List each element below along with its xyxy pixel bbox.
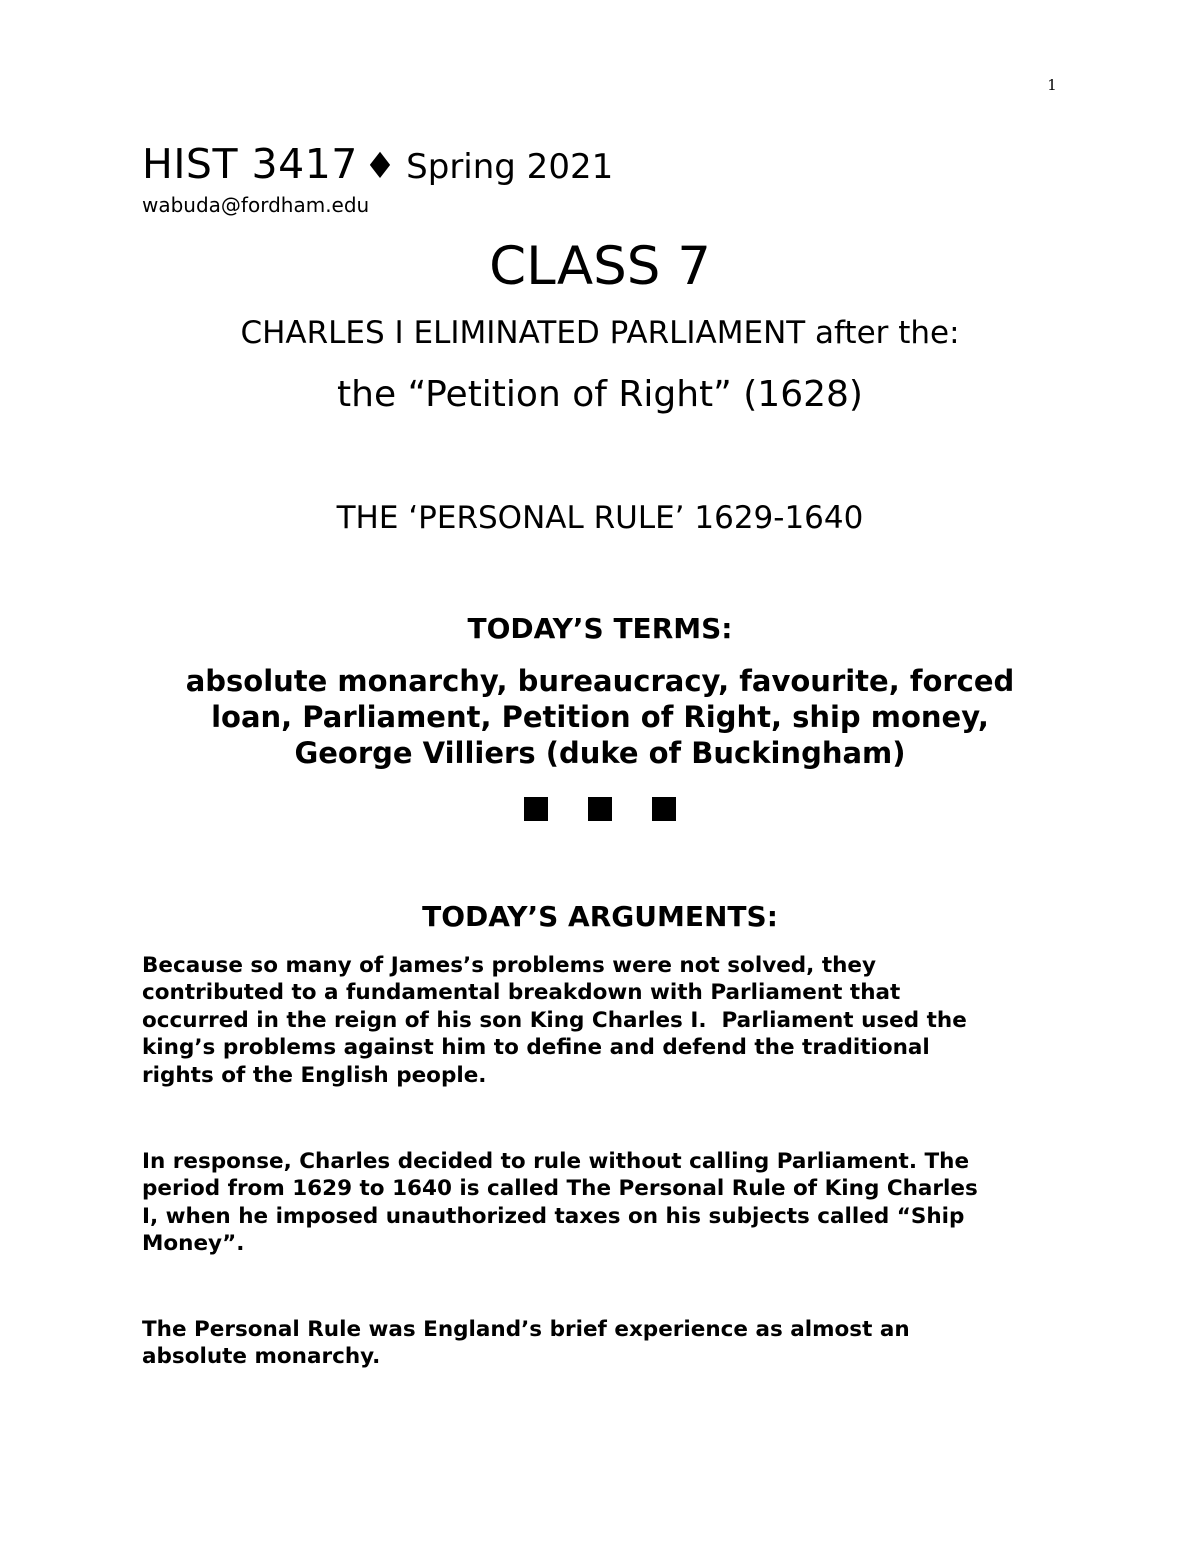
paragraph-line: occurred in the reign of his son King Charles I. Parliament used the — [142, 1007, 967, 1033]
paragraph-line: Money”. — [142, 1231, 245, 1257]
section-divider — [0, 797, 1200, 821]
terms-list — [140, 663, 1060, 771]
argument-paragraph-1 — [142, 952, 1072, 1089]
black-square-icon — [524, 797, 548, 821]
terms-line: loan, Parliament, Petition of Right, ship money, — [211, 700, 989, 734]
course-header — [142, 140, 613, 188]
argument-paragraph-3 — [142, 1316, 1072, 1371]
argument-paragraph-2 — [142, 1148, 1072, 1258]
paragraph-line: rights of the English people. — [142, 1062, 487, 1088]
terms-line: absolute monarchy, bureaucracy, favourite, forced — [185, 664, 1015, 698]
terms-heading: TODAY’S TERMS: — [467, 612, 733, 645]
paragraph-line: contributed to a fundamental breakdown with Parliament that — [142, 980, 901, 1006]
instructor-email: wabuda@fordham.edu — [142, 193, 370, 217]
paragraph-line: king’s problems against him to define and defend the traditional — [142, 1035, 930, 1061]
course-term: Spring 2021 — [406, 147, 614, 187]
paragraph-line: I, when he imposed unauthorized taxes on his subjects called “Ship — [142, 1203, 965, 1229]
class-subtitle: CHARLES I ELIMINATED PARLIAMENT after the: — [240, 315, 960, 351]
personal-rule-title: THE ‘PERSONAL RULE’ 1629-1640 — [336, 500, 864, 536]
paragraph-line: In response, Charles decided to rule without calling Parliament. The — [142, 1149, 970, 1174]
paragraph-line: period from 1629 to 1640 is called The Personal Rule of King Charles — [142, 1176, 978, 1202]
paragraph-line: absolute monarchy. — [142, 1344, 381, 1370]
course-code: HIST 3417 — [142, 140, 358, 188]
class-title: CLASS 7 — [489, 236, 711, 297]
arguments-heading: TODAY’S ARGUMENTS: — [422, 900, 778, 933]
black-square-icon — [588, 797, 612, 821]
paragraph-line: Because so many of James’s problems were not solved, they — [142, 953, 877, 978]
page-number: 1 — [1047, 76, 1057, 94]
terms-line: George Villiers (duke of Buckingham) — [294, 736, 906, 770]
black-square-icon — [652, 797, 676, 821]
diamond-icon: ♦ — [363, 146, 397, 187]
petition-of-right-title: the “Petition of Right” (1628) — [337, 374, 863, 415]
paragraph-line: The Personal Rule was England’s brief experience as almost an — [142, 1317, 910, 1342]
